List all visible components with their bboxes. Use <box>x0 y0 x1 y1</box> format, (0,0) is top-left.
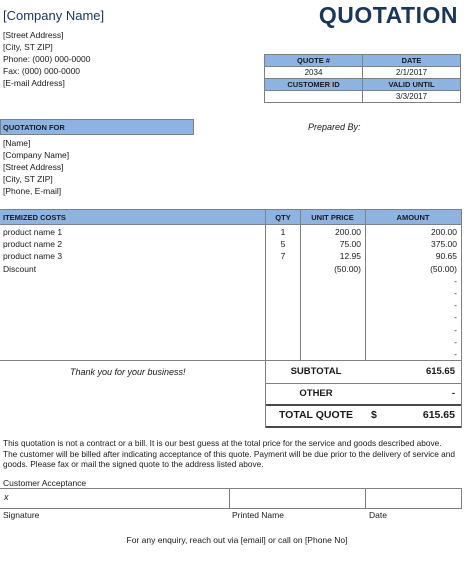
quote-info-table <box>264 54 461 103</box>
acceptance-divider <box>365 488 366 509</box>
client-company: [Company Name] <box>3 150 70 160</box>
item-amount: 200.00 <box>431 227 457 237</box>
quotation-for-label: QUOTATION FOR <box>3 123 65 132</box>
date-value: 2/1/2017 <box>363 67 461 79</box>
column-divider <box>300 209 301 361</box>
item-amount: - <box>454 349 457 359</box>
client-name: [Name] <box>3 138 31 148</box>
item-amount: - <box>454 300 457 311</box>
itemized-costs-header: ITEMIZED COSTS <box>3 213 66 222</box>
document-title: QUOTATION <box>318 2 458 28</box>
subtotal-label: SUBTOTAL <box>290 366 342 377</box>
item-amount: 90.65 <box>435 251 457 262</box>
prepared-by-label: Prepared By: <box>308 122 361 132</box>
amount-header: AMOUNT <box>396 213 430 222</box>
valid-until-value: 3/3/2017 <box>363 91 461 103</box>
enquiry-text: For any enquiry, reach out via [email] or call on [Phone No] <box>126 535 348 545</box>
column-divider <box>461 209 462 428</box>
item-description: product name 2 <box>3 239 63 250</box>
acceptance-bottom-border <box>0 508 461 509</box>
item-description: Discount <box>3 263 37 274</box>
customer-id-header: CUSTOMER ID <box>265 79 363 91</box>
qty-header: QTY <box>275 213 291 222</box>
signature-label: Signature <box>3 510 40 520</box>
address-line: [City, ST ZIP] <box>3 42 53 52</box>
client-city: [City, ST ZIP] <box>3 174 53 184</box>
client-street: [Street Address] <box>3 162 64 172</box>
subtotal-border <box>265 383 461 384</box>
item-unit-price: 12.95 <box>339 251 361 262</box>
fax-line: Fax: (000) 000-0000 <box>3 66 81 76</box>
item-unit-price: 200.00 <box>335 227 361 237</box>
printed-name-label: Printed Name <box>232 510 284 520</box>
item-amount: 375.00 <box>431 239 457 250</box>
item-amount: - <box>454 312 457 323</box>
other-value: - <box>451 388 455 399</box>
disclaimer-text: This quotation is not a contract or a bill. It is our best guess at the total price for the service and goods described above. The customer will be billed after indicating acceptance of this quote. Payment will be due prior to the delivery of service and goods. Please fax or mail the signed quote to the address listed above. <box>3 438 455 469</box>
company-name: [Company Name] <box>3 8 105 23</box>
acceptance-divider <box>461 488 462 509</box>
item-amount: - <box>454 336 457 347</box>
customer-id-value <box>265 91 363 103</box>
item-amount: - <box>454 275 457 286</box>
item-amount: - <box>454 324 457 335</box>
total-bottom-border <box>265 426 461 428</box>
quote-no-value: 2034 <box>265 67 363 79</box>
item-description: product name 3 <box>3 251 63 262</box>
column-divider <box>365 209 366 361</box>
item-qty: 7 <box>280 251 286 262</box>
currency-symbol: $ <box>371 409 377 421</box>
valid-until-header: VALID UNTIL <box>363 79 461 91</box>
acceptance-divider <box>229 488 230 509</box>
total-top-border <box>265 404 461 406</box>
email-line: [E-mail Address] <box>3 78 65 88</box>
item-qty: 1 <box>280 227 286 237</box>
item-amount: - <box>454 288 457 298</box>
total-quote-value: 615.65 <box>422 409 455 421</box>
total-quote-label: TOTAL QUOTE <box>278 409 354 421</box>
column-divider <box>265 209 266 361</box>
thanks-message: Thank you for your business! <box>70 367 186 377</box>
phone-line: Phone: (000) 000-0000 <box>3 54 91 64</box>
unit-price-header: UNIT PRICE <box>311 213 354 222</box>
signature-x-mark: x <box>4 492 9 502</box>
item-description: product name 1 <box>3 227 63 237</box>
items-bottom-border <box>0 360 461 361</box>
client-contact: [Phone, E-mail] <box>3 186 62 196</box>
quote-no-header: QUOTE # <box>265 55 363 67</box>
item-qty: 5 <box>280 239 286 250</box>
item-unit-price: (50.00) <box>334 263 361 274</box>
address-line: [Street Address] <box>3 30 64 40</box>
date-header: DATE <box>363 55 461 67</box>
other-label: OTHER <box>299 388 333 399</box>
item-unit-price: 75.00 <box>339 239 361 250</box>
item-amount: (50.00) <box>430 263 457 274</box>
customer-acceptance-label: Customer Acceptance <box>3 478 87 488</box>
subtotal-value: 615.65 <box>425 366 455 377</box>
acceptance-date-label: Date <box>369 510 387 520</box>
acceptance-top-border <box>0 488 461 489</box>
